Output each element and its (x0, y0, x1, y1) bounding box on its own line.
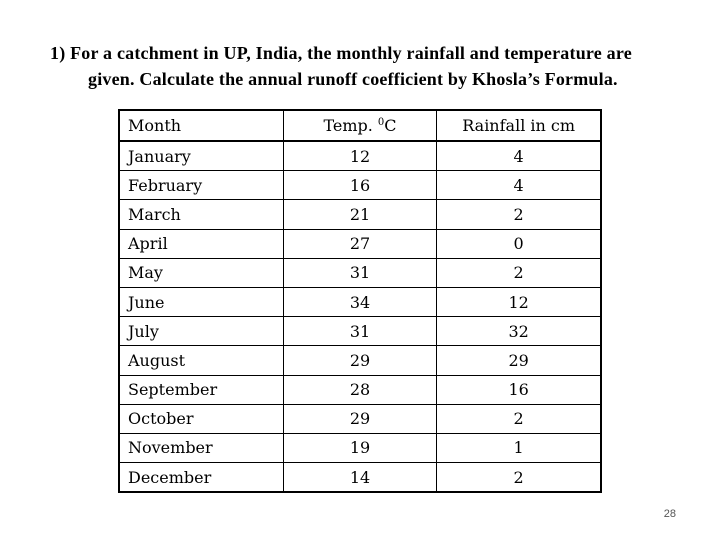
cell-month: April (119, 229, 283, 258)
problem-statement (50, 40, 700, 92)
header-rainfall: Rainfall in cm (437, 110, 601, 141)
table-row (119, 287, 601, 316)
header-temp-label: Temp. (323, 116, 378, 135)
cell-rainfall: 1 (437, 433, 601, 462)
cell-temp: 28 (283, 375, 437, 404)
cell-rainfall: 29 (437, 346, 601, 375)
cell-temp: 14 (283, 463, 437, 493)
table-row (119, 200, 601, 229)
cell-temp: 29 (283, 404, 437, 433)
cell-rainfall: 0 (437, 229, 601, 258)
cell-rainfall: 12 (437, 287, 601, 316)
cell-temp: 29 (283, 346, 437, 375)
cell-temp: 31 (283, 317, 437, 346)
table-row (119, 433, 601, 462)
cell-rainfall: 2 (437, 258, 601, 287)
cell-month: September (119, 375, 283, 404)
header-month: Month (119, 110, 283, 141)
cell-rainfall: 4 (437, 171, 601, 200)
header-temp-degree: 0 (377, 117, 385, 128)
cell-temp: 31 (283, 258, 437, 287)
header-temp-unit: C (384, 116, 397, 135)
rainfall-temperature-table (118, 109, 602, 493)
cell-rainfall: 2 (437, 200, 601, 229)
table-row (119, 463, 601, 493)
table-row (119, 171, 601, 200)
cell-temp: 16 (283, 171, 437, 200)
cell-temp: 12 (283, 141, 437, 171)
cell-rainfall: 4 (437, 141, 601, 171)
cell-rainfall: 2 (437, 463, 601, 493)
table-row (119, 317, 601, 346)
header-temp (283, 110, 437, 141)
cell-month: June (119, 287, 283, 316)
cell-temp: 19 (283, 433, 437, 462)
cell-rainfall: 2 (437, 404, 601, 433)
cell-month: August (119, 346, 283, 375)
page-number: 28 (663, 508, 676, 520)
cell-temp: 27 (283, 229, 437, 258)
cell-temp: 21 (283, 200, 437, 229)
table-row (119, 404, 601, 433)
problem-line-1: 1) For a catchment in UP, India, the monthly rainfall and temperature are (50, 43, 632, 63)
cell-month: December (119, 463, 283, 493)
table-row (119, 258, 601, 287)
table-row (119, 141, 601, 171)
cell-rainfall: 16 (437, 375, 601, 404)
cell-month: March (119, 200, 283, 229)
cell-month: May (119, 258, 283, 287)
cell-month: January (119, 141, 283, 171)
cell-month: October (119, 404, 283, 433)
cell-temp: 34 (283, 287, 437, 316)
table-row (119, 375, 601, 404)
cell-month: February (119, 171, 283, 200)
problem-line-2: given. Calculate the annual runoff coefficient by Khosla’s Formula. (88, 69, 618, 89)
table-row (119, 346, 601, 375)
table-header-row (119, 110, 601, 141)
table-row (119, 229, 601, 258)
cell-rainfall: 32 (437, 317, 601, 346)
cell-month: November (119, 433, 283, 462)
cell-month: July (119, 317, 283, 346)
